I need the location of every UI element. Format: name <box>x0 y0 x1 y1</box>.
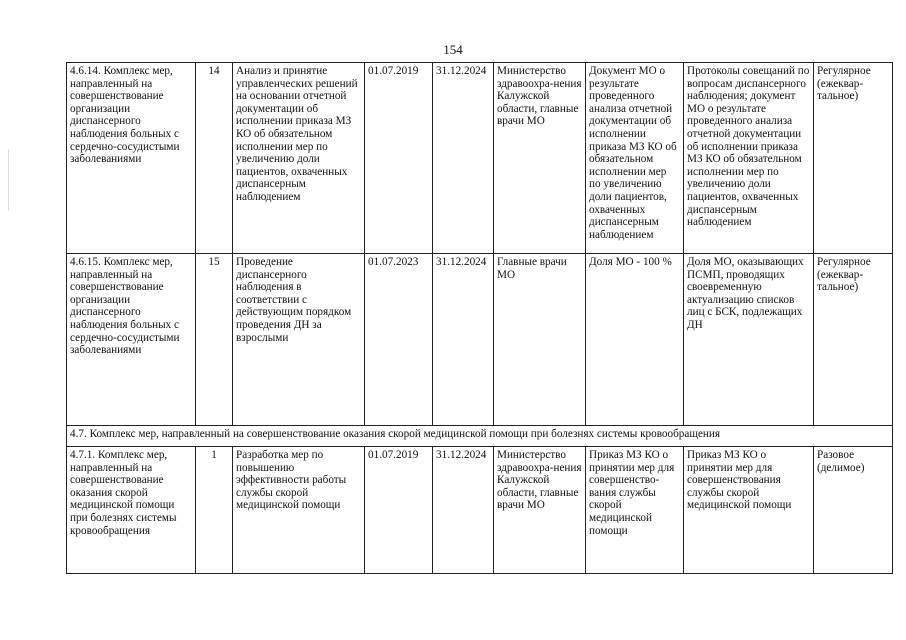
number-cell: 1 <box>196 447 233 574</box>
result-cell: Документ МО о результате проведенного анализа отчетной документации об исполнении приказа МЗ КО об обязательном исполнении мер по увеличению доли пациентов, охваченных диспансерным наблюдением <box>586 63 684 254</box>
activity-cell: Проведение диспансерного наблюдения в соответствии с действующим порядком проведения ДН за взрослыми <box>233 254 365 426</box>
page-number: 154 <box>443 42 463 57</box>
number-cell: 15 <box>196 254 233 426</box>
control-cell: Протоколы совещаний по вопросам диспансерного наблюдения; документ МО о результате проведенного анализа отчетной документации об исполнении приказа МЗ КО об обязательном исполнении мер по увеличению доли пациентов, охваченных диспансерным наблюдением <box>684 63 814 254</box>
item-cell: 4.6.14. Комплекс мер, направленный на совершенствование организации диспансерного наблюдения больных с сердечно-сосудистыми заболеваниями <box>67 63 196 254</box>
control-cell: Приказ МЗ КО о принятии мер для совершенствования службы скорой медицинской помощи <box>684 447 814 574</box>
table-row <box>67 254 893 426</box>
end-date-cell: 31.12.2024 <box>433 447 494 574</box>
responsible-cell: Главные врачи МО <box>494 254 586 426</box>
frequency-cell: Разовое (делимое) <box>814 447 893 574</box>
start-date-cell: 01.07.2019 <box>365 63 433 254</box>
end-date-cell: 31.12.2024 <box>433 254 494 426</box>
item-cell: 4.7.1. Комплекс мер, направленный на совершенствование оказания скорой медицинской помощи при болезнях системы кровообращения <box>67 447 196 574</box>
result-cell: Доля МО - 100 % <box>586 254 684 426</box>
activity-cell: Анализ и принятие управленческих решений на основании отчетной документации об исполнении приказа МЗ КО об обязательном исполнении мер по увеличению доли пациентов, охваченных диспансерным наблюдением <box>233 63 365 254</box>
end-date-cell: 31.12.2024 <box>433 63 494 254</box>
section-row <box>67 426 893 447</box>
frequency-cell: Регулярное (ежеквар-тальное) <box>814 63 893 254</box>
frequency-cell: Регулярное (ежеквар-тальное) <box>814 254 893 426</box>
table-row <box>67 447 893 574</box>
start-date-cell: 01.07.2023 <box>365 254 433 426</box>
result-cell: Приказ МЗ КО о принятии мер для совершенство-вания службы скорой медицинской помощи <box>586 447 684 574</box>
section-heading: 4.7. Комплекс мер, направленный на совершенствование оказания скорой медицинской помощи при болезнях системы кровообращения <box>67 426 893 447</box>
scan-artifact <box>8 150 9 210</box>
table-row <box>67 63 893 254</box>
item-cell: 4.6.15. Комплекс мер, направленный на совершенствование организации диспансерного наблюдения больных с сердечно-сосудистыми заболеваниями <box>67 254 196 426</box>
responsible-cell: Министерство здравоохра-нения Калужской области, главные врачи МО <box>494 447 586 574</box>
number-cell: 14 <box>196 63 233 254</box>
start-date-cell: 01.07.2019 <box>365 447 433 574</box>
activity-cell: Разработка мер по повышению эффективности работы службы скорой медицинской помощи <box>233 447 365 574</box>
measures-table <box>66 62 893 574</box>
responsible-cell: Министерство здравоохра-нения Калужской области, главные врачи МО <box>494 63 586 254</box>
control-cell: Доля МО, оказывающих ПСМП, проводящих своевременную актуализацию списков лиц с БСК, подлежащих ДН <box>684 254 814 426</box>
